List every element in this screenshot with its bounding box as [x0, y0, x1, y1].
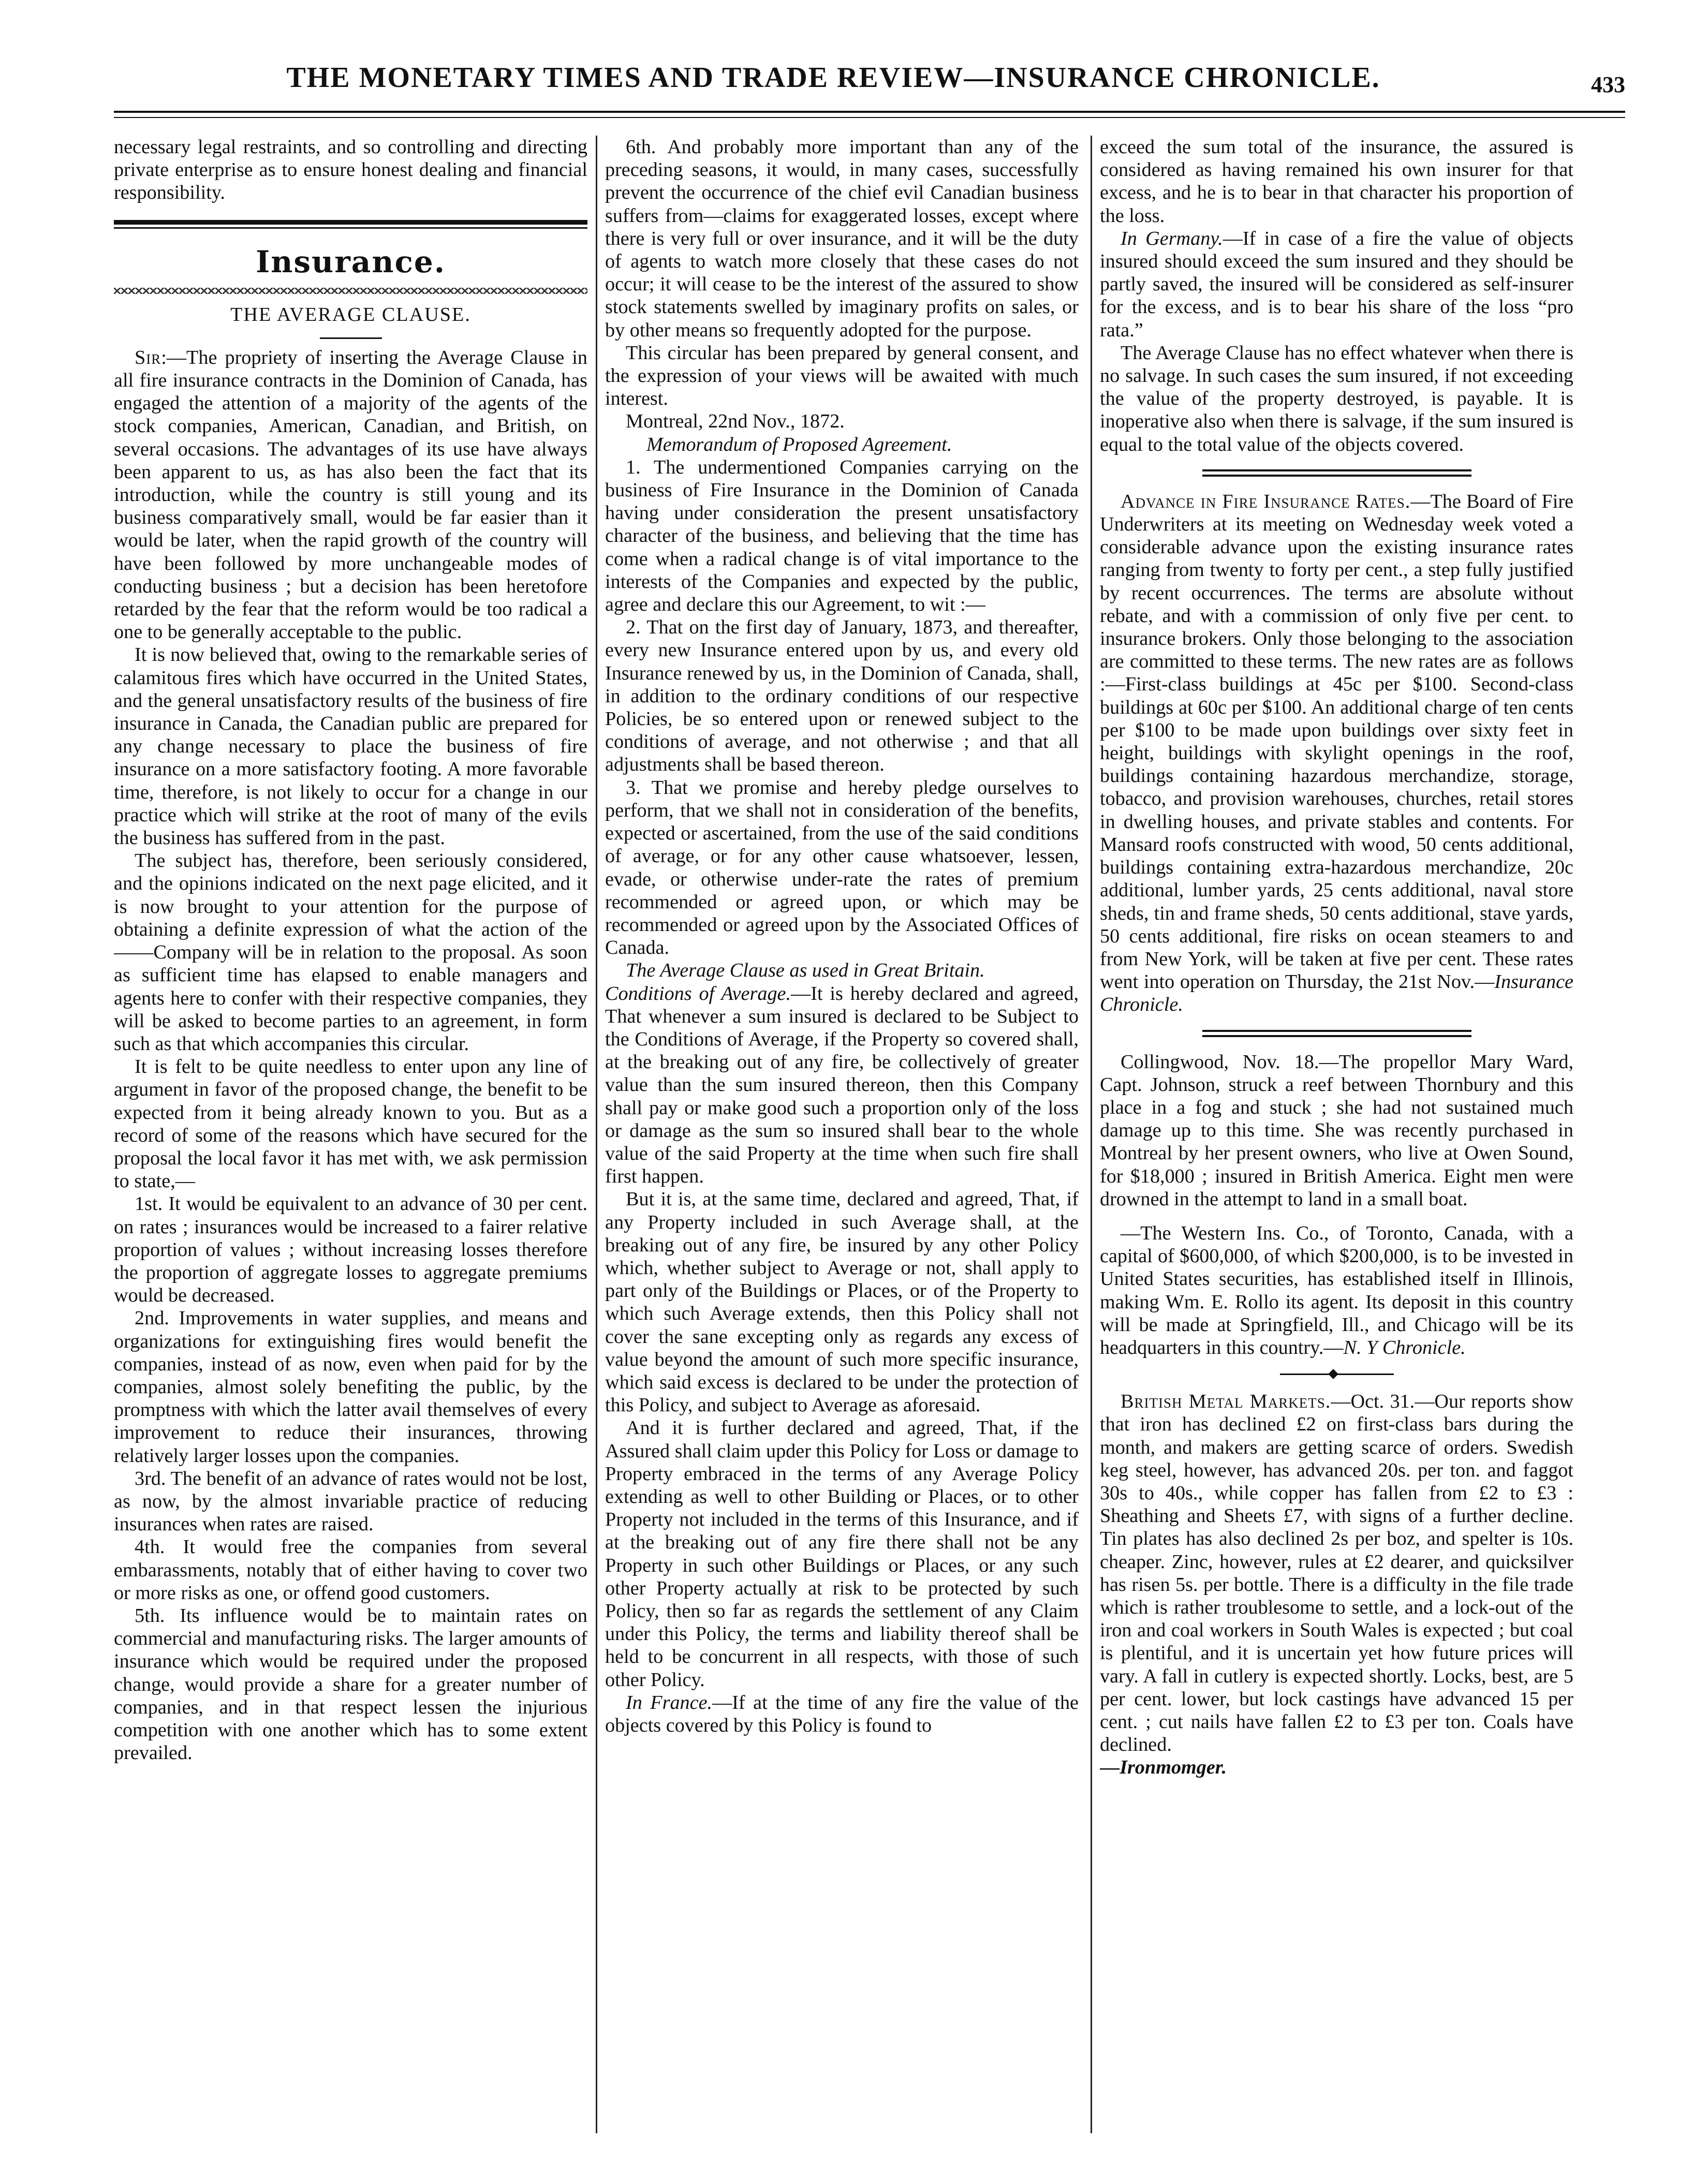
article-paragraph: [114, 346, 587, 644]
section-title: Insurance.: [256, 244, 446, 279]
paragraph-text: —The Western Ins. Co., of Toronto, Canada, with a capital of $600,000, of which $200,000, is to be invested in United States securities, has established itself in Illinois, making Wm. E. Rollo its agent. Its deposit in this country will be made at Springfield, Ill., and Chicago will be its headquarters in this country.—: [1100, 1222, 1573, 1358]
metal-markets-source-text: —Ironmomger.: [1100, 1756, 1227, 1779]
article-separator: [1202, 469, 1471, 477]
running-head: [114, 61, 1625, 108]
header-rule-top: [114, 111, 1625, 113]
western-source: N. Y Chronicle.: [1343, 1336, 1466, 1358]
rates-title: Advance in Fire Insurance Rates.: [1121, 490, 1411, 512]
article-paragraph: It is now believed that, owing to the remarkable series of calamitous fires which have occurred in the United States, and the general unsatisfactory results of the business of fire insurance in Canada, the Canadian public are prepared for any change necessary to place the business of fire insurance on a more satisfactory footing. A more favorable time, therefore, is not likely to occur for a change in our practice which will strike at the root of many of the evils the business has suffered from in the past.: [114, 644, 587, 849]
germany-paragraph: [1100, 227, 1573, 342]
article-paragraph: The Average Clause has no effect whatever when there is no salvage. In such cases the sum insured, if not exceeding the value of the property destroyed, is payable. It is inoperative also when there is salvage, if the sum insured is equal to the total value of the objects covered.: [1100, 342, 1573, 455]
article-paragraph: exceed the sum total of the insurance, the assured is considered as having remained his own insurer for that excess, and he is to bear in that character his proportion of the loss.: [1100, 136, 1573, 227]
metal-markets-title: British Metal Markets.: [1121, 1391, 1331, 1413]
article-paragraph: 3rd. The benefit of an advance of rates would not be lost, as now, by the almost invariable practice of reducing insurances when rates are raised.: [114, 1467, 587, 1535]
france-paragraph: [605, 1691, 1079, 1737]
column-divider-1: [596, 136, 597, 2133]
paragraph-text: —If at the time of any fire the value of the objects covered by this Policy is found to: [605, 1691, 1079, 1737]
memorandum-title: [605, 433, 1079, 456]
section-rule: [114, 220, 587, 229]
article-separator: [1280, 1370, 1394, 1378]
dateline: Montreal, 22nd Nov., 1872.: [626, 410, 845, 433]
article-separator: [1202, 1030, 1471, 1037]
western-paragraph: [1100, 1222, 1573, 1359]
memorandum-title-text: Memorandum of Proposed Agreement.: [646, 433, 952, 455]
britain-clause-heading: [605, 959, 1079, 982]
article-paragraph: 1st. It would be equivalent to an advance of 30 per cent. on rates ; insurances would be increased to a fairer relative proportion of values ; without increasing losses therefore the proportion of aggregate losses to aggregate premiums would be decreased.: [114, 1193, 587, 1307]
article-paragraph: 5th. Its influence would be to maintain rates on commercial and manufacturing risks. The larger amounts of insurance which would be required under the proposed change, would provide a share for a greater number of companies, and in that respect lessen the injurious competition with one another which has to some extent prevailed.: [114, 1604, 587, 1764]
agreement-clause: 3. That we promise and hereby pledge ourselves to perform, that we shall not in consideration of the benefits, expected or ascertained, from the use of the said conditions of average, or for any other cause whatsoever, lessen, evade, or otherwise under-rate the rates of premium recommended or agreed upon, or which may be recommended or agreed upon by the Associated Offices of Canada.: [605, 776, 1079, 959]
france-label: In France.: [626, 1691, 713, 1714]
page-number: 433: [1591, 72, 1625, 97]
article-paragraph: And it is further declared and agreed, That, if the Assured shall claim upder this Policy for Loss or damage to Property embraced in the terms of any Average Policy extending as well to other Building or Places, or to other Property not included in the terms of this Insurance, and if at the breaking out of any fire there shall not be any Property in such other Buildings or Places, or any such other Property actually at risk to be protected by such Policy, then so far as regards the settlement of any Claim under this Policy, the terms and liability thereof shall be held to be concurrent in all respects, with those of such other Policy.: [605, 1417, 1079, 1691]
column-1: [114, 136, 587, 2133]
paragraph-text: —If in case of a fire the value of objects insured should exceed the sum insured and they should be partly saved, the insured will be considered as self-insurer for the excess, and is to bear his share of the loss “pro rata.”: [1100, 227, 1573, 341]
header-rule-bottom: [114, 117, 1625, 118]
agreement-clause: 1. The undermentioned Companies carrying on the business of Fire Insurance in the Dominion of Canada having under consideration the present unsatisfactory character of the business, and believing that the time has come when a radical change is of vital importance to the interests of the Companies and expected by the public, agree and declare this our Agreement, to wit :—: [605, 456, 1079, 616]
intro-paragraph: necessary legal restraints, and so controlling and directing private enterprise as to ensure honest dealing and financial responsibility.: [114, 136, 587, 204]
article-paragraph: 4th. It would free the companies from several embarassments, notably that of either having to cover two or more risks as one, or offend good customers.: [114, 1536, 587, 1604]
paragraph-text: —The Board of Fire Underwriters at its meeting on Wednesday week voted a considerable advance upon the existing insurance rates ranging from twenty to forty per cent., a step fully justified by recent occurrences. The terms are absolute without rebate, and with a commission of only five per cent. to insurance brokers. Only those belonging to the association are committed to these terms. The new rates are as follows :—First-class buildings at 45c per $100. Second-class buildings at 60c per $100. An additional charge of ten cents per $100 to be made upon buildings over sixty feet in height, buildings with skylight openings in the roof, buildings containing hazardous merchandize, storage, tobacco, and provision warehouses, churches, retail stores in dwelling houses, and private stables and contents. For Mansard roofs constructed with wood, 50 cents additional, buildings containing extra-hazardous merchandize, 20c additional, lumber yards, 25 cents additional, naval store sheds, tin and frame sheds, 50 cents additional, stave yards, 50 cents additional, fire risks on ocean steamers to and from New York, will be taken at five per cent. These rates went into operation on Thursday, the 21st Nov.—: [1100, 490, 1573, 993]
article-paragraph: 6th. And probably more important than any of the preceding seasons, it would, in many cases, successfully prevent the occurrence of the chief evil Canadian business suffers from—claims for exaggerated losses, except where there is very full or over insurance, and it will be the duty of agents to watch more closely that these cases do not occur; it will cease to be the interest of the assured to show stock statements swelled by imaginary profits on sales, or by other means so frequently adopted for the purpose.: [605, 136, 1079, 341]
salutation: Sir: [135, 346, 161, 368]
conditions-paragraph: [605, 982, 1079, 1188]
masthead-title: THE MONETARY TIMES AND TRADE REVIEW—INSURANCE CHRONICLE.: [286, 62, 1380, 94]
article-paragraph: 2nd. Improvements in water supplies, and means and organizations for extinguishing fires would benefit the companies, instead of as now, even when paid for by the companies, almost solely benefiting the public, by the promptness with which the latter avail themselves of every improvement to reduce their insurances, throwing relatively larger losses upon the companies.: [114, 1307, 587, 1467]
rates-source: Insurance Chronicle.: [1100, 971, 1573, 1016]
metal-markets-source: [1100, 1756, 1573, 1779]
conditions-title: Conditions of Average.: [605, 982, 791, 1005]
column-3: [1100, 136, 1573, 2133]
collingwood-paragraph: Collingwood, Nov. 18.—The propellor Mary Ward, Capt. Johnson, struck a reef between Thornbury and this place in a fog and stuck ; she had not sustained much damage up to this time. She was recently purchased in Montreal by her present owners, who live at Owen Sound, for $18,000 ; insured in British America. Eight men were drowned in the attempt to land in a small boat.: [1100, 1051, 1573, 1210]
paragraph-text: —It is hereby declared and agreed, That whenever a sum insured is declared to be Subject to the Conditions of Average, if the Property so covered shall, at the breaking out of any fire, be collectively of greater value than the sum insured thereon, then this Company shall pay or make good such a proportion only of the loss or damage as the sum so insured shall bear to the whole value of the said Property at the time when such fire shall first happen.: [605, 982, 1079, 1188]
metal-markets-paragraph: [1100, 1390, 1573, 1756]
article-paragraph: But it is, at the same time, declared and agreed, That, if any Property included in such Average shall, at the breaking out of any fire, be insured by any other Policy which, whether subject to Average or not, shall apply to part only of the Buildings or Places, or of the Property to which such Average extends, then this Policy shall not cover the sane excepting only as regards any excess of value beyond the amount of such more specific insurance, which said excess is declared to be under the protection of this Policy, and subject to Average as aforesaid.: [605, 1188, 1079, 1416]
germany-label: In Germany.: [1121, 227, 1223, 249]
article-paragraph: This circular has been prepared by general consent, and the expression of your views will be awaited with much interest.: [605, 342, 1079, 410]
article-paragraph: The subject has, therefore, been seriously considered, and the opinions indicated on the next page elicited, and it is now brought to your attention for the purpose of obtaining a definite expression of what the action of the——Company will be in relation to the proposal. As soon as sufficient time has elapsed to enable managers and agents here to confer with their respective companies, they will be asked to become parties to an agreement, in form such as that which accompanies this circular.: [114, 850, 587, 1055]
article-title: THE AVERAGE CLAUSE.: [230, 303, 471, 326]
paragraph-text: —Oct. 31.—Our reports show that iron has declined £2 on first-class bars during the month, and makers are getting scarce of orders. Swedish keg steel, however, has advanced 20s. per ton. and faggot 30s to 40s., while copper has fallen from £2 to £3 : Sheathing and Sheets £7, with signs of a further decline. Tin plates has also declined 2s per boz, and spelter is 10s. cheaper. Zinc, however, rules at £2 dearer, and quicksilver has risen 5s. per bottle. There is a difficulty in the file trade which is rather troublesome to settle, and a lock-out of the iron and coal workers in South Wales is expected ; but coal is plentiful, and it is uncertain yet how future prices will vary. A fall in cutlery is expected shortly. Locks, best, are 5 per cent. lower, but lock castings have advanced 15 per cent. ; cut nails have fallen £2 to £3 per ton. Coals have declined.: [1100, 1391, 1573, 1756]
paragraph-text: :—The propriety of inserting the Average Clause in all fire insurance contracts in the Dominion of Canada, has engaged the attention of a majority of the agents of the stock companies, American, Canadian, and British, on several occasions. The advantages of its use have always been apparent to us, as has also been the fact that its introduction, while the country is still young and its business comparatively small, would be far easier than it would be later, when the rapid growth of the country will have been followed by more unchangeable modes of conducting business ; but a decision has been heretofore retarded by the fear that the reform would be too radical a one to be generally acceptable to the public.: [114, 346, 587, 643]
rates-paragraph: [1100, 490, 1573, 1016]
article-paragraph: It is felt to be quite needless to enter upon any line of argument in favor of the proposed change, the benefit to be expected from it being already known to you. But as a record of some of the reasons which have secured for the proposal the local favor it has met with, we ask permission to state,—: [114, 1056, 587, 1192]
title-rule: [320, 337, 382, 339]
britain-clause-title: The Average Clause as used in Great Britain.: [626, 959, 985, 982]
column-2: [605, 136, 1079, 2133]
agreement-clause: 2. That on the first day of January, 1873, and thereafter, every new Insurance entered upon by us, and every old Insurance renewed by us, in the Dominion of Canada, shall, in addition to the ordinary conditions of our respective Policies, be so entered upon or renewed subject to the conditions of average, and not otherwise ; and that all adjustments shall be based thereon.: [605, 616, 1079, 776]
ornamental-rule: [114, 288, 587, 294]
column-divider-2: [1091, 136, 1092, 2133]
